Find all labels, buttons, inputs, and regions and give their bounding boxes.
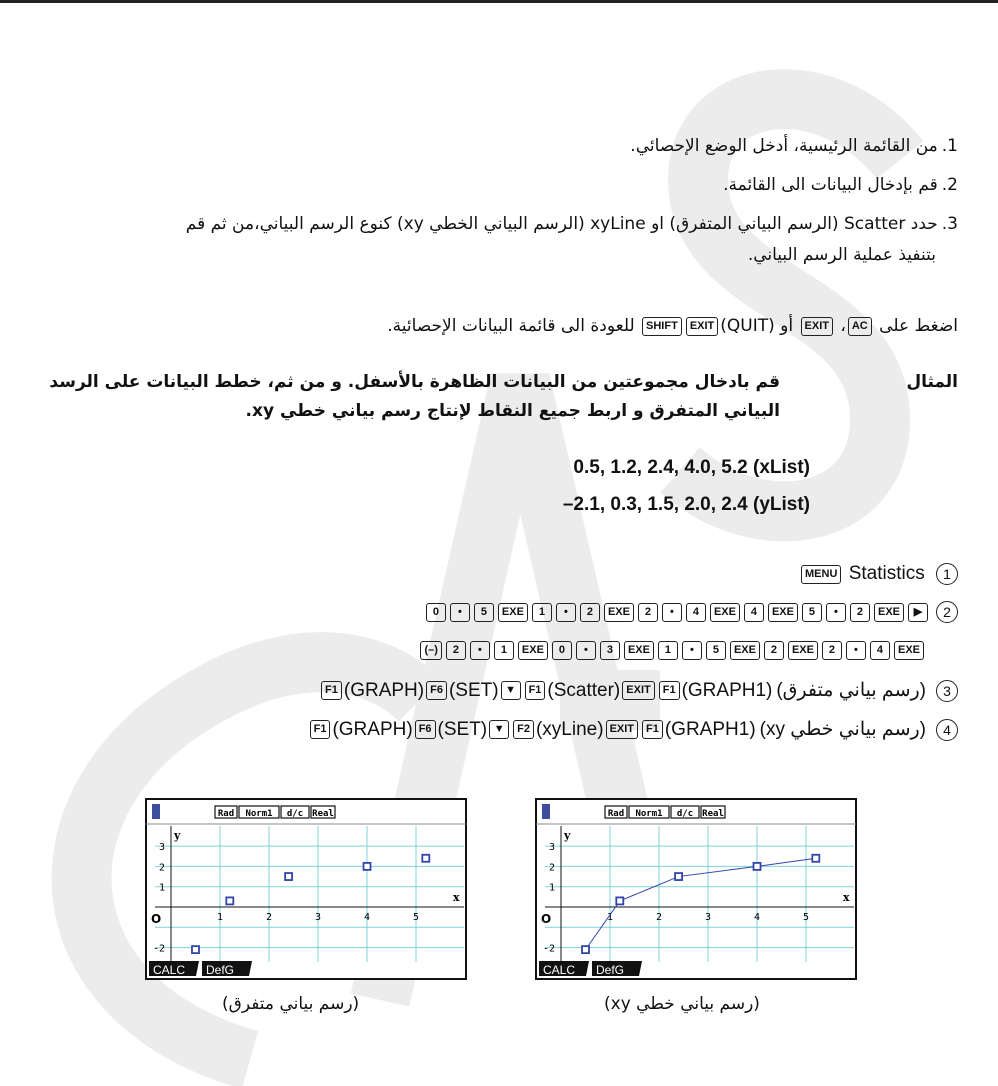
menu-tab-label: CALC [543,963,576,977]
step-number: 1. [941,136,958,156]
data-point [192,946,199,953]
y-axis-label: y [564,829,571,842]
key-2: 2 [850,603,870,622]
menu-label: (GRAPH1) [664,719,756,740]
key-EXE: EXE [894,641,924,660]
return-note: اضغط على AC، EXIT أو SHIFT EXIT (QUIT) للعودة الى قائمة البيانات الإحصائية. [387,316,958,336]
key-1: 1 [532,603,552,622]
key-0: 0 [552,641,572,660]
battery-icon [152,804,160,819]
x-tick-label: 3 [315,912,322,923]
key-F1: F1 [659,681,680,700]
status-Rad: Rad [607,809,625,819]
scatter-caption: (رسم بياني متفرق) [222,994,360,1014]
key-EXE: EXE [710,603,740,622]
step-circle: 2 [936,601,958,623]
status-Norm1: Norm1 [245,809,273,819]
example-line-2: البياني المتفرق و اربط جميع النقاط لإنتاج رسم بياني خطي xy. [245,401,780,421]
y-axis-label: y [174,829,181,842]
key-4: 4 [870,641,890,660]
y-tick-label: -2 [543,943,556,955]
step-number: 2. [941,175,958,195]
key-EXIT: EXIT [622,681,654,700]
y-tick-label: 3 [159,842,166,854]
data-point [616,897,623,904]
status-Rad: Rad [217,809,235,819]
menu-label: (Scatter) [547,680,621,701]
key-3: 3 [600,641,620,660]
data-point [582,946,589,953]
step-text: حدد Scatter (الرسم البياني المتفرق) او xyLine (الرسم البياني الخطي xy) كنوع الرسم البياني،من ثم قم [185,214,938,234]
data-point [422,855,429,862]
key-F1: F1 [321,681,342,700]
menu-label: (GRAPH) [332,719,413,740]
key-4: 4 [744,603,764,622]
key-0: 0 [426,603,446,622]
y-tick-label: 1 [159,882,166,894]
procedure-step-4 [308,718,958,741]
mode-name: Statistics [848,563,925,585]
x-tick-label: 3 [705,912,712,923]
key-•: • [682,641,702,660]
data-point [226,897,233,904]
ac-key: AC [848,317,872,336]
menu-label: (GRAPH1) [681,680,773,701]
key-2: 2 [638,603,658,622]
quit-label: (QUIT) [720,316,775,336]
menu-key: MENU [801,565,841,584]
step-number: 3. [941,214,958,234]
key-EXE: EXE [518,641,548,660]
origin-label: O [541,912,552,926]
key-EXIT: EXIT [606,720,638,739]
status-Real: Real [702,809,724,819]
y-list-data: –2.1, 0.3, 1.5, 2.0, 2.4 (yList) [562,494,810,515]
key-F6: F6 [426,681,447,700]
exit-key: EXIT [686,317,718,336]
menu-label: (SET) [437,719,488,740]
key-•: • [450,603,470,622]
data-point [364,863,371,870]
key-5: 5 [706,641,726,660]
key-EXE: EXE [788,641,818,660]
x-tick-label: 1 [217,912,224,923]
battery-icon [542,804,550,819]
x-tick-label: 2 [656,912,663,923]
origin-label: O [151,912,162,926]
key-EXE: EXE [624,641,654,660]
data-point [675,873,682,880]
status-d/c: d/c [676,809,694,819]
procedure-step-2-row-1 [424,601,958,623]
x-tick-label: 4 [754,912,761,923]
key-▶: ▶ [908,603,928,622]
exit-key: EXIT [801,317,833,336]
key-F6: F6 [415,720,436,739]
status-d/c: d/c [286,809,304,819]
key-4: 4 [686,603,706,622]
procedure-step-2-row-2 [418,640,926,662]
procedure-step-3 [319,679,958,702]
example-line-1: قم بادخال مجموعتين من البيانات الظاهرة بالأسفل. و من ثم، خطط البيانات على الرسد [49,372,780,392]
key-(–): (–) [420,641,441,660]
key-2: 2 [446,641,466,660]
menu-label: (GRAPH) [343,680,425,701]
data-point [285,873,292,880]
step-1 [630,136,958,156]
top-rule [0,0,998,3]
step-text: من القائمة الرئيسية، أدخل الوضع الإحصائي. [630,136,938,156]
step-circle: 3 [936,680,958,702]
key-EXE: EXE [768,603,798,622]
x-tick-label: 4 [364,912,371,923]
key-1: 1 [494,641,514,660]
key-•: • [470,641,490,660]
key-•: • [826,603,846,622]
key-EXE: EXE [498,603,528,622]
note-or: أو [780,316,794,336]
menu-tab-label: DefG [596,963,625,977]
key-EXE: EXE [874,603,904,622]
key-EXE: EXE [604,603,634,622]
y-tick-label: 3 [549,842,556,854]
arabic-label: (رسم بياني متفرق) [776,680,926,701]
menu-tab-label: CALC [153,963,186,977]
key-▼: ▼ [501,681,521,700]
key-F1: F1 [310,720,331,739]
step-3 [186,214,958,234]
key-5: 5 [802,603,822,622]
key-F1: F1 [525,681,546,700]
key-2: 2 [580,603,600,622]
note-text: اضغط على [879,316,958,336]
y-tick-label: -2 [153,943,166,955]
key-EXE: EXE [730,641,760,660]
data-point [754,863,761,870]
step-3-continued: بتنفيذ عملية الرسم البياني. [747,245,936,265]
key-•: • [846,641,866,660]
status-Real: Real [312,809,334,819]
arabic-label: (رسم بياني خطي xy) [759,719,926,740]
example-label: المثال [906,372,958,392]
step-text: قم بإدخال البيانات الى القائمة. [723,175,938,195]
menu-tab-label: DefG [206,963,235,977]
x-tick-label: 5 [413,912,420,923]
x-axis-label: x [843,891,850,904]
y-tick-label: 2 [159,862,166,874]
key-▼: ▼ [489,720,509,739]
key-•: • [556,603,576,622]
key-5: 5 [474,603,494,622]
key-2: 2 [764,641,784,660]
x-tick-label: 2 [266,912,273,923]
step-2 [723,175,958,195]
key-F1: F1 [642,720,663,739]
step-circle: 4 [936,719,958,741]
key-F2: F2 [513,720,534,739]
x-tick-label: 5 [803,912,810,923]
x-tick-label: 1 [607,912,614,923]
procedure-step-1 [799,563,958,585]
xyline-graph-screen [535,798,857,980]
y-tick-label: 2 [549,862,556,874]
shift-key: SHIFT [642,317,682,336]
menu-label: (xyLine) [535,719,604,740]
key-•: • [662,603,682,622]
note-text: للعودة الى قائمة البيانات الإحصائية. [387,316,635,336]
x-axis-label: x [453,891,460,904]
xyline-caption: (رسم بياني خطي xy) [604,994,760,1014]
scatter-graph-screen [145,798,467,980]
key-1: 1 [658,641,678,660]
y-tick-label: 1 [549,882,556,894]
data-point [812,855,819,862]
menu-label: (SET) [448,680,499,701]
x-list-data: 0.5, 1.2, 2.4, 4.0, 5.2 (xList) [573,457,810,478]
key-2: 2 [822,641,842,660]
status-Norm1: Norm1 [635,809,663,819]
key-•: • [576,641,596,660]
step-circle: 1 [936,563,958,585]
